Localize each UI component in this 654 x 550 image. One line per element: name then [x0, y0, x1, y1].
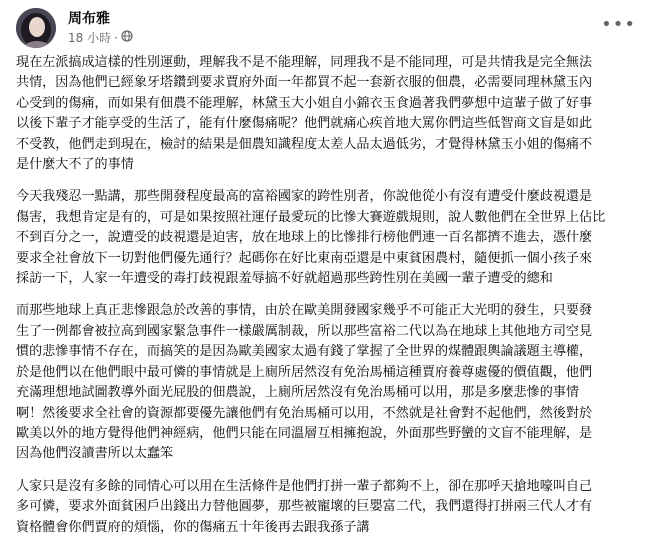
post-line: 心受到的傷痛，而如果有佃農不能理解，林黛玉大小姐自小錦衣玉食過著我們夢想中這輩子做了好事: [16, 95, 593, 111]
post-paragraph: [16, 187, 640, 289]
post-line: 歐美以外的地方覺得他們神經病，他們只能在同溫層互相擁抱說，外面那些野蠻的文盲不能理解，是: [16, 425, 593, 441]
post-line: 傷害，我想肯定是有的，可是如果按照社運仔最愛玩的比慘大賽遊戲規則，說人數他們在全世界上佔比: [16, 209, 606, 225]
post-paragraph: [16, 53, 640, 175]
post-line: 多可憐，要求外面貧困戶出錢出力替他圓夢，那些被寵壞的巨嬰富二代，我們還得打拼兩三代人才有: [16, 499, 593, 515]
post-line: 資格體會你們賈府的煩惱，你的傷痛五十年後再去跟我孫子講: [16, 519, 370, 535]
post-line: 於是他們以在他們眼中最可憐的事情就是上廁所居然沒有免治馬桶這種賈府養尊處優的價值觀，他們: [16, 364, 593, 380]
more-options-icon[interactable]: •••: [601, 14, 636, 35]
post-body: [16, 53, 640, 550]
post-line: 要求全社會放下一切對他們優先通行？起碼你在好比東南亞還是中東貧困農村，隨便抓一個小孩子來: [16, 250, 593, 266]
avatar[interactable]: [16, 8, 56, 48]
author-name[interactable]: 周布雅: [68, 11, 110, 27]
post-line: 慣的悲慘事情不存在，而搞笑的是因為歐美國家太過有錢了掌握了全世界的煤體跟輿論議題主導權，: [16, 344, 593, 360]
post-line: 今天我殘忍一點講，那些開發程度最高的富裕國家的跨性別者，你說他從小有沒有遭受什麼歧視還是: [16, 189, 593, 205]
post-line: 人家只是沒有多餘的同情心可以用在生活條件是他們打拼一輩子都夠不上，卻在那呼天搶地嚎叫自己: [16, 478, 593, 494]
post-line: 充滿理想地試圖教導外面光屁股的佃農說，上廁所居然沒有免治馬桶可以用，那是多麼悲慘的事情: [16, 385, 580, 401]
timestamp[interactable]: 18 小時: [68, 31, 112, 45]
post-line: 現在左派搞成這樣的性別運動，理解我不是不能理解，同理我不是不能同理，可是共情我是完全無法: [16, 55, 593, 70]
post-line: 而那些地球上真正悲慘跟急於改善的事情，由於在歐美開發國家幾乎不可能正大光明的發生，只要發: [16, 303, 593, 319]
post-line: 生了一例都會被拉高到國家緊急事件一樣嚴厲制裁，所以那些富裕二代以為在地球上其他地方司空見: [16, 323, 593, 339]
post-line: 以後下輩子才能享受的生活了，能有什麼傷痛呢？他們就痛心疾首地大罵你們這些低智商文盲是如此: [16, 116, 593, 132]
post-line: 啊！然後要求全社會的資源都要優先讓他們有免治馬桶可以用，不然就是社會對不起他們，然後對於: [16, 405, 593, 421]
post-line: 因為他們沒讀書所以太蠢笨: [16, 446, 174, 462]
post-paragraph: [16, 301, 640, 464]
globe-icon[interactable]: [121, 30, 133, 45]
post-meta: [68, 29, 133, 46]
post-line: 不到百分之一，說遭受的歧視還是迫害，放在地球上的比慘排行榜他們連一百名都擠不進去，憑什麼: [16, 230, 593, 246]
post-line: 是什麼大不了的事情: [16, 157, 134, 173]
post-line: 不受教，他們走到現在，檢討的結果是佃農知識程度太差人品太過低劣，才覺得林黛玉小姐的傷痛不: [16, 136, 593, 152]
meta-separator: ·: [114, 30, 118, 45]
post-line: 採訪一下，人家一年遭受的毒打歧視跟羞辱搞不好就超過那些跨性別在美國一輩子遭受的總和: [16, 271, 553, 287]
post-paragraph: [16, 477, 640, 538]
post-line: 共情，因為他們已經象牙塔鑽到要求賈府外面一年都買不起一套新衣服的佃農，必需要同理林黛玉內: [16, 75, 593, 91]
